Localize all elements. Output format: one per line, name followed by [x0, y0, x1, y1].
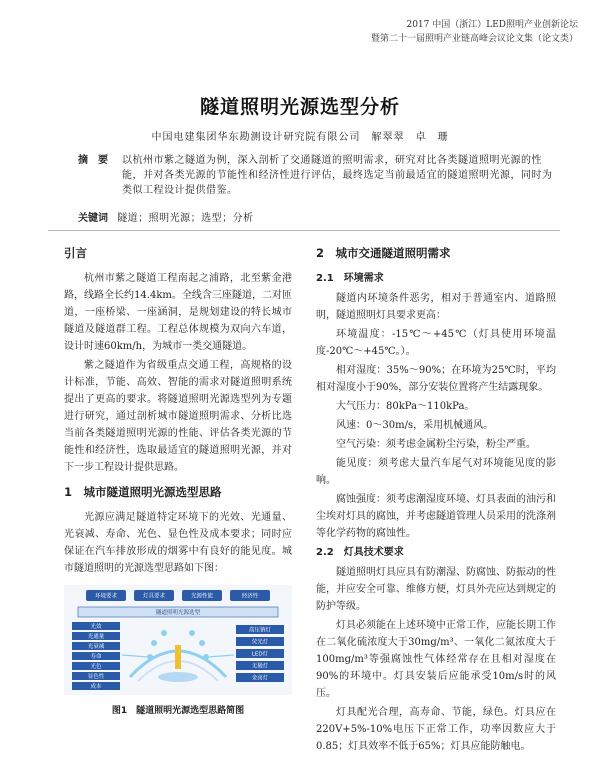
divider: [48, 230, 560, 231]
figure-node-dot: [161, 630, 167, 636]
figure-right-box-label: LED灯: [251, 651, 269, 658]
keywords-label: 关键词: [78, 213, 108, 224]
s21-paragraph-2: 环境温度：-15℃～+45℃（灯具使用环境温度-20℃～+45℃。）。: [316, 329, 556, 357]
figure-1-caption: 图1 隧道照明光源选型思路简图: [111, 706, 245, 716]
section-2-1-heading: 2.1 环境需求: [316, 273, 384, 284]
section-2-heading: 2 城市交通隧道照明需求: [316, 246, 451, 260]
keywords: [78, 209, 560, 224]
header-line-2: 暨第二十一届照明产业链高峰会议论文集（论文类）: [370, 34, 578, 44]
keywords-text: 隧道；照明光源；选型；分析: [117, 213, 254, 224]
right-column: [316, 245, 556, 757]
s21-paragraph-6: 空气污染：须考虑金属粉尘污染，粉尘严重。: [336, 439, 536, 450]
header-line-1: 2017 中国（浙江）LED照明产业创新论坛: [406, 20, 578, 30]
figure-1-diagram: [64, 585, 292, 695]
figure-right-box-label: 无极灯: [251, 663, 269, 670]
figure-left-box-label: 光效: [90, 624, 102, 630]
section-2-2-heading: 2.2 灯具技术要求: [316, 547, 404, 558]
s21-paragraph-5: 风速：0～30m/s，采用机械通风。: [336, 420, 494, 431]
left-column: [64, 245, 292, 720]
figure-node-dot: [151, 640, 157, 646]
figure-top-box-label: 灯具要求: [142, 593, 166, 600]
figure-top-box-label: 光源性能: [190, 593, 214, 600]
figure-right-box-label: 荧光灯: [251, 639, 269, 646]
figure-left-box-label: 光衰减: [87, 644, 105, 650]
intro-heading: 引言: [64, 246, 87, 260]
s21-paragraph-3: 相对湿度：35%～90%；在环境为25℃时，平均相对湿度小于90%，部分安装位置将产生结露现象。: [316, 365, 556, 393]
intro-paragraph-2: 紫之隧道作为省级重点交通工程，高规格的设计标准，节能、高效、智能的需求对隧道照明系统提出了更高的要求。将隧道照明光源选型列为专题进行研究，通过剖析城市隧道照明需求、分析比选当前各类隧道照明光源的性能、评估各类光源的节能性和经济性，选取最适宜的隧道照明光源，并对下一步工程设计提供思路。: [64, 360, 292, 473]
figure-node-dot: [199, 640, 205, 646]
authors: 中国电建集团华东勘测设计研究院有限公司 解翠翠 卓 珊: [151, 132, 449, 143]
figure-left-box-label: 光通量: [87, 634, 105, 640]
figure-left-box-label: 寿命: [90, 654, 102, 660]
paper-title: 隧道照明光源选型分析: [199, 96, 400, 118]
section-1-paragraph: 光源应满足隧道特定环境下的光效、光通量、光衰减、寿命、光色、显色性及成本要求；同时应保证在汽车排放形成的烟雾中有良好的能见度。城市隧道照明的光源选型思路如下图：: [64, 512, 292, 574]
figure-main-bar-label: 隧道照明光源选型: [155, 610, 201, 616]
abstract-label: 摘 要: [78, 155, 108, 166]
figure-left-box-label: 光色: [90, 664, 102, 670]
s21-paragraph-4: 大气压力：80kPa～110kPa。: [336, 401, 475, 412]
figure-node-dot: [189, 630, 195, 636]
s22-paragraph-2: 灯具必须能在上述环境中正常工作，应能长期工作在二氧化硫浓度大于30mg/m³、一氧化二氮浓度大于100mg/m³等强腐蚀性气体经常存在且相对湿度在90%的环境中。灯具安装后应能承受10m/s时的风压。: [316, 620, 556, 699]
figure-left-box-label: 显色性: [87, 674, 105, 680]
abstract: [78, 153, 560, 198]
figure-left-box-label: 成本: [90, 684, 102, 690]
figure-lamp-icon: [175, 645, 181, 669]
abstract-text: 以杭州市紫之隧道为例，深入剖析了交通隧道的照明需求，研究对比各类隧道照明光源的性能，并对各类光源的节能性和经济性进行评估，最终选定当前最适宜的隧道照明光源，同时为类似工程设计提供借鉴。: [122, 155, 553, 196]
figure-lamp-base: [158, 672, 198, 682]
figure-right-box-label: 高压钠灯: [248, 627, 272, 634]
figure-right-box-label: 金卤灯: [251, 675, 269, 682]
s21-paragraph-1: 隧道内环境条件恶劣，相对于普通室内、道路照明，隧道照明灯具要求更高：: [316, 293, 556, 321]
s21-paragraph-7: 能见度：须考虑大量汽车尾气对环境能见度的影响。: [316, 458, 556, 486]
s22-paragraph-3: 灯具配光合理，高寿命、节能，绿色。灯具应在220V+5%-10%电压下正常工作，功率因数应大于0.85；灯具效率不低于65%；灯具应能防触电。: [316, 707, 556, 752]
figure-top-box-label: 经济性: [241, 593, 259, 600]
section-1-heading: 1 城市隧道照明光源选型思路: [64, 485, 222, 499]
intro-paragraph-1: 杭州市紫之隧道工程南起之浦路，北至紫金港路，线路全长约14.4km。全线含三座隧道，二对匝道，一座桥梁、一座涵洞，是规划建设的特长城市隧道及隧道群工程。工程总体规模为双向六车道，设计时速60km/h，为城市一类交通隧道。: [64, 273, 292, 352]
figure-top-box-label: 环境要求: [94, 593, 118, 600]
s22-paragraph-1: 隧道照明灯具应具有防潮湿、防腐蚀、防振动的性能，并应安全可靠、维修方便，灯具外壳应达到规定的防护等级。: [316, 567, 556, 612]
running-header: [258, 18, 578, 46]
s21-paragraph-8: 腐蚀强度：须考虑潮湿度环境、灯具表面的油污和尘埃对灯具的腐蚀，并考虑隧道管理人员采用的洗涤剂等化学药物的腐蚀性。: [316, 494, 556, 539]
figure-1: [64, 585, 292, 695]
